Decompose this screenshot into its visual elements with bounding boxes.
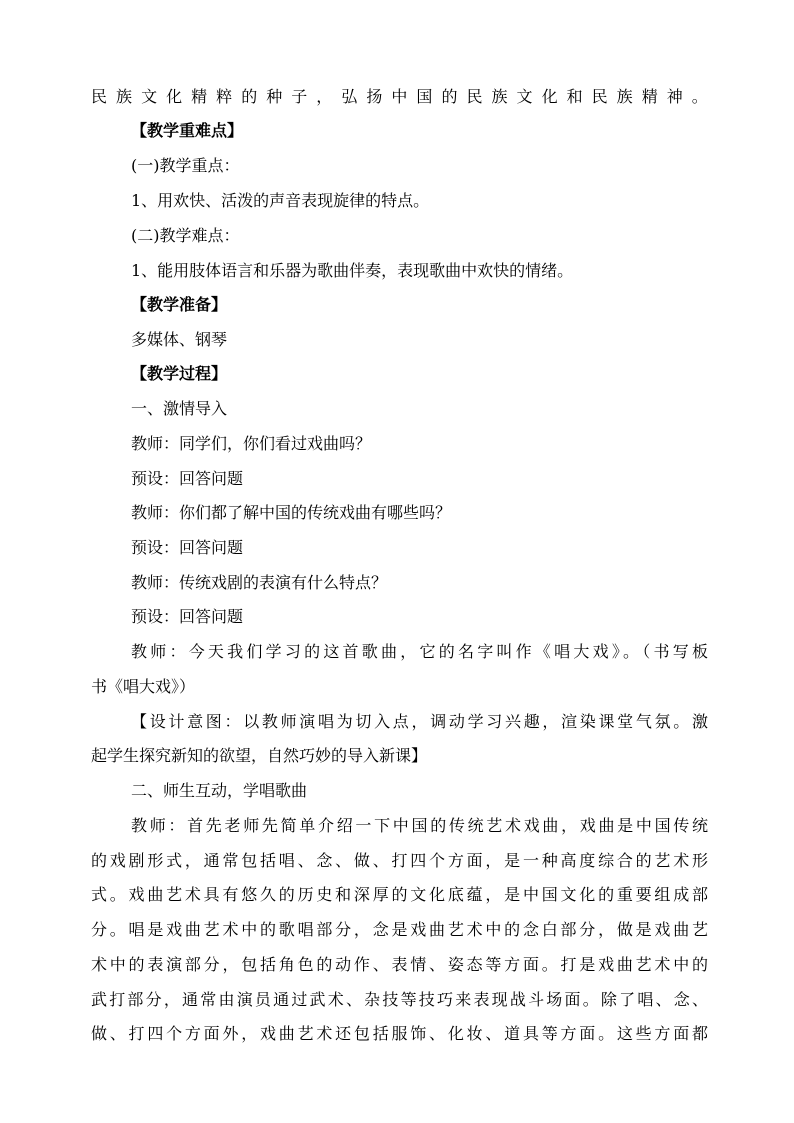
design-intent-line: 【设计意图：以教师演唱为切入点，调动学习兴趣，渲染课堂气氛。激	[131, 712, 708, 731]
paragraph-line: 武打部分，通常由演员通过武术、杂技等技巧来表现战斗场面。除了唱、念、	[91, 990, 708, 1009]
dialogue-line: 教师：你们都了解中国的传统戏曲有哪些吗？	[131, 503, 452, 522]
section-heading-key-points: 【教学重难点】	[131, 121, 244, 140]
dialogue-line: 教师：同学们，你们看过戏曲吗？	[131, 434, 372, 453]
list-item: 1、用欢快、活泼的声音表现旋律的特点。	[131, 191, 430, 210]
paragraph-line: 教师：今天我们学习的这首歌曲，它的名字叫作《唱大戏》。（书写板	[131, 642, 708, 661]
paragraph-line: 教师：首先老师先简单介绍一下中国的传统艺术戏曲，戏曲是中国传统	[131, 816, 708, 835]
dialogue-line: 预设：回答问题	[131, 607, 244, 626]
subheading-key-point: (一)教学重点：	[131, 156, 240, 175]
paragraph-line: 的戏剧形式，通常包括唱、念、做、打四个方面，是一种高度综合的艺术形	[91, 851, 708, 870]
dialogue-line: 预设：回答问题	[131, 469, 244, 488]
section-heading-preparation: 【教学准备】	[131, 295, 228, 314]
paragraph-line: 式。戏曲艺术具有悠久的历史和深厚的文化底蕴，是中国文化的重要组成部	[91, 885, 708, 904]
paragraph-line: 民族文化精粹的种子，弘扬中国的民族文化和民族精神。	[91, 87, 708, 106]
paragraph-line: 书《唱大戏》）	[91, 677, 196, 696]
subheading-interaction: 二、师生互动，学唱歌曲	[131, 781, 308, 800]
dialogue-line: 教师：传统戏剧的表演有什么特点？	[131, 573, 388, 592]
subheading-difficulty: (二)教学难点：	[131, 226, 240, 245]
subheading-intro: 一、激情导入	[131, 399, 228, 418]
paragraph-line: 多媒体、钢琴	[131, 330, 228, 349]
paragraph-line: 分。唱是戏曲艺术中的歌唱部分，念是戏曲艺术中的念白部分，做是戏曲艺	[91, 920, 708, 939]
paragraph-line: 做、打四个方面外，戏曲艺术还包括服饰、化妆、道具等方面。这些方面都	[91, 1024, 708, 1043]
list-item: 1、能用肢体语言和乐器为歌曲伴奏，表现歌曲中欢快的情绪。	[131, 261, 574, 280]
dialogue-line: 预设：回答问题	[131, 538, 244, 557]
section-heading-process: 【教学过程】	[131, 364, 228, 383]
paragraph-line: 术中的表演部分，包括角色的动作、表情、姿态等方面。打是戏曲艺术中的	[91, 955, 708, 974]
design-intent-line: 起学生探究新知的欲望，自然巧妙的导入新课】	[91, 746, 428, 765]
